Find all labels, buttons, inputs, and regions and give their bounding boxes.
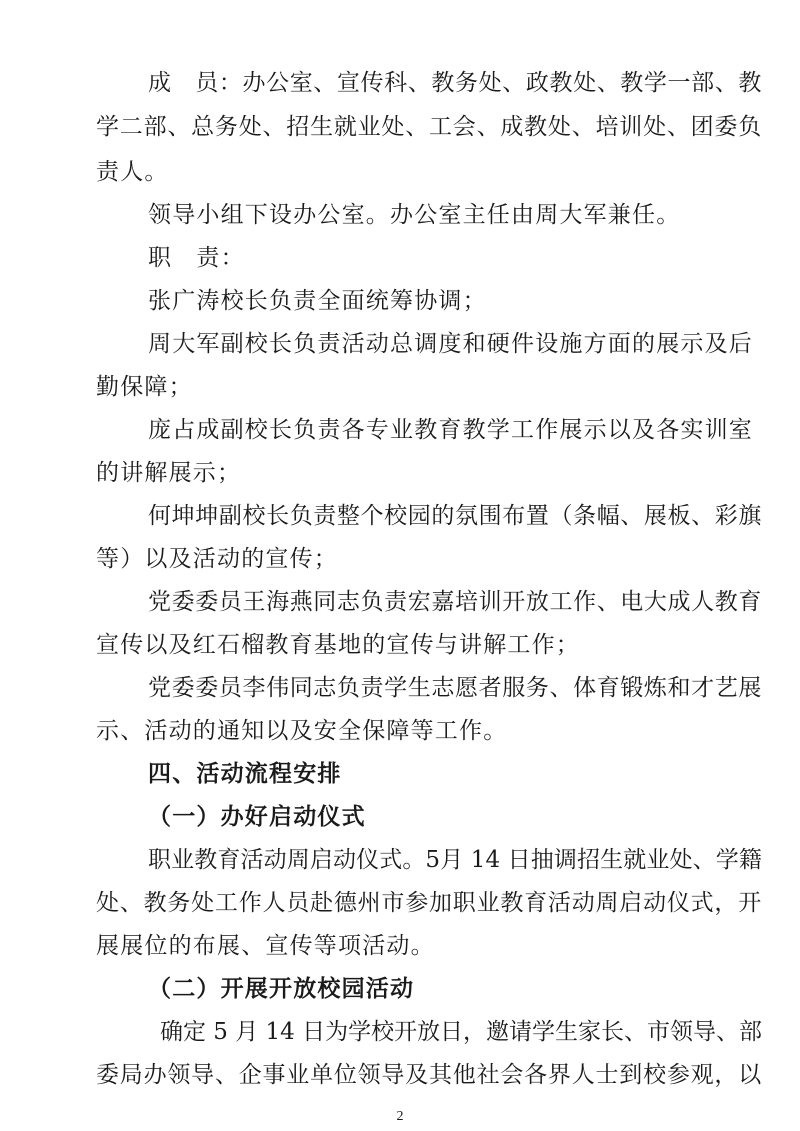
text-line: 何坤坤副校长负责整个校园的氛围布置（条幅、展板、彩旗 — [148, 503, 762, 529]
text-line: 宣传以及红石榴教育基地的宣传与讲解工作； — [96, 632, 580, 658]
text-line: 党委委员王海燕同志负责宏嘉培训开放工作、电大成人教育 — [148, 589, 762, 615]
text-line: 成 员：办公室、宣传科、教务处、政教处、教学一部、教 — [148, 70, 762, 96]
text-line: 示、活动的通知以及安全保障等工作。 — [96, 718, 508, 744]
text-line: 领导小组下设办公室。办公室主任由周大军兼任。 — [148, 202, 681, 228]
text-line: 周大军副校长负责活动总调度和硬件设施方面的展示及后 — [148, 331, 753, 357]
text-line: 处、教务处工作人员赴德州市参加职业教育活动周启动仪式，开 — [96, 890, 762, 916]
text-line: 勤保障； — [96, 374, 193, 400]
text-line: 庞占成副校长负责各专业教育教学工作展示以及各实训室 — [148, 417, 753, 443]
page-number: 2 — [396, 1109, 404, 1124]
text-line: 的讲解展示； — [96, 460, 242, 486]
text-line: 张广涛校长负责全面统筹协调； — [148, 288, 487, 314]
subsection-heading: （二）开展开放校园活动 — [148, 976, 415, 1002]
text-line: 委局办领导、企事业单位领导及其他社会各界人士到校参观，以 — [96, 1062, 762, 1088]
text-line: 展展位的布展、宣传等项活动。 — [96, 933, 435, 959]
text-line: 学二部、总务处、招生就业处、工会、成教处、培训处、团委负 — [96, 114, 762, 140]
subsection-heading: （一）办好启动仪式 — [148, 804, 366, 830]
text-line: 等）以及活动的宣传； — [96, 546, 338, 572]
section-label: 职 责： — [148, 245, 245, 271]
section-heading: 四、活动流程安排 — [148, 761, 342, 787]
text-line: 确定 5 月 14 日为学校开放日，邀请学生家长、市领导、部 — [160, 1019, 762, 1045]
text-line: 党委委员李伟同志负责学生志愿者服务、体育锻炼和才艺展 — [148, 675, 762, 701]
text-line: 责人。 — [96, 159, 169, 185]
text-line: 职业教育活动周启动仪式。5月 14 日抽调招生就业处、学籍 — [148, 847, 762, 873]
